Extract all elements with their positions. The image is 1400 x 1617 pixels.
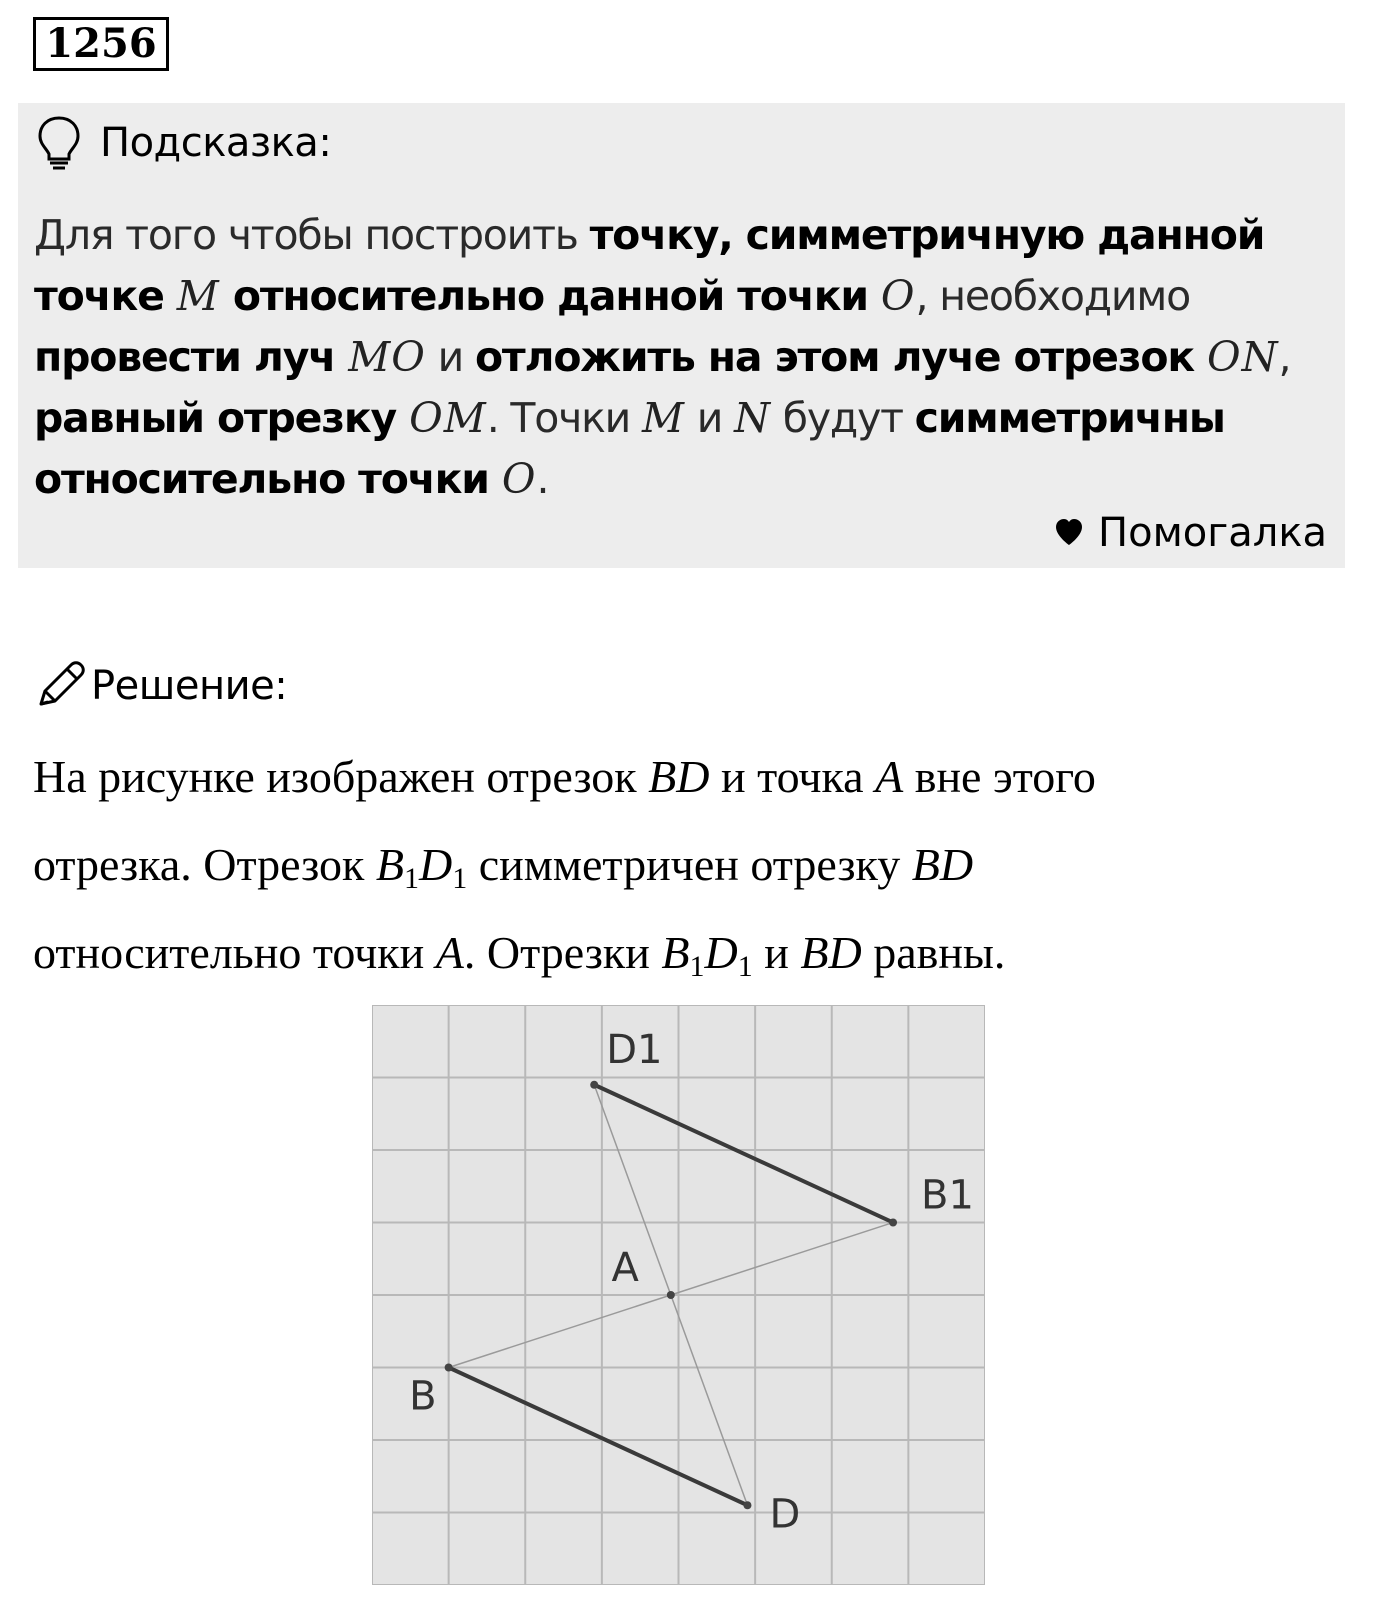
text-run: точке <box>34 272 177 320</box>
point-A <box>667 1291 675 1299</box>
hint-line <box>34 266 1294 327</box>
solution-title: Решение: <box>91 663 288 709</box>
math-symbol: M <box>641 394 685 442</box>
math-symbol: A <box>435 927 464 978</box>
task-number: 1256 <box>33 17 169 71</box>
math-symbol: O <box>501 455 537 503</box>
heart-icon <box>1054 510 1098 556</box>
point-label-D1: D1 <box>606 1026 663 1073</box>
hint-line <box>34 388 1294 449</box>
pomogalka-credit <box>1054 510 1327 556</box>
math-symbol: O <box>880 272 916 320</box>
point-label-B: B <box>409 1373 437 1420</box>
math-symbol: D <box>704 927 738 978</box>
text-run: . Отрезки <box>463 927 662 978</box>
math-symbol: A <box>875 751 904 802</box>
math-symbol: BD <box>911 839 974 890</box>
point-D1 <box>590 1081 598 1089</box>
text-run: , необходимо <box>915 272 1190 320</box>
solution-header <box>35 655 287 717</box>
text-run: и <box>752 927 801 978</box>
point-label-A: A <box>611 1245 639 1291</box>
hint-text <box>34 205 1294 510</box>
subscript: 1 <box>737 950 753 983</box>
hint-line <box>34 327 1294 388</box>
text-run: , <box>1278 333 1291 381</box>
solution-line <box>33 909 1283 997</box>
math-symbol: N <box>734 394 771 442</box>
text-run: относительно точки <box>33 927 436 978</box>
solution-line <box>33 821 1283 909</box>
hint-header <box>36 113 331 173</box>
hint-line <box>34 205 1294 266</box>
math-symbol: BD <box>800 927 862 978</box>
subscript: 1 <box>689 950 705 983</box>
solution-text <box>33 733 1283 997</box>
pomogalka-label: Помогалка <box>1098 510 1327 556</box>
text-run: отложить на этом луче отрезок <box>474 333 1208 381</box>
text-run: На рисунке изображен отрезок <box>33 751 649 802</box>
text-run: симметричен отрезку <box>467 839 912 890</box>
point-D <box>743 1501 751 1509</box>
text-run: и точка <box>709 751 876 802</box>
text-run: равный отрезку <box>34 394 410 442</box>
subscript: 1 <box>452 862 468 895</box>
construction-drawing <box>372 1005 985 1585</box>
hint-line <box>34 449 1294 510</box>
text-run: . Точки <box>486 394 642 442</box>
text-run: и <box>425 333 475 381</box>
text-run: отрезка. Отрезок <box>33 839 376 890</box>
math-symbol: ON <box>1207 333 1279 381</box>
math-symbol: M <box>176 272 220 320</box>
point-label-B1: B1 <box>921 1172 974 1219</box>
text-run: и <box>684 394 735 442</box>
math-symbol: B <box>661 927 690 978</box>
construction-figure <box>372 1005 985 1585</box>
text-run: . <box>536 455 549 503</box>
math-symbol: MO <box>348 333 426 381</box>
text-run: относительно данной точки <box>219 272 881 320</box>
math-symbol: B <box>375 839 404 890</box>
point-B <box>445 1364 453 1372</box>
text-run: провести луч <box>34 333 349 381</box>
hint-box <box>18 103 1345 568</box>
subscript: 1 <box>404 862 419 895</box>
text-run: Для того чтобы построить <box>34 211 590 259</box>
math-symbol: BD <box>648 751 710 802</box>
pencil-icon <box>35 658 87 714</box>
text-run: будут <box>770 394 915 442</box>
text-run: относительно точки <box>34 455 502 503</box>
text-run: точку, симметричную данной <box>589 211 1265 259</box>
hint-title: Подсказка: <box>100 120 332 166</box>
text-run: симметричны <box>914 394 1225 442</box>
solution-line <box>33 733 1283 821</box>
point-label-D: D <box>769 1491 801 1538</box>
math-symbol: OM <box>409 394 487 442</box>
text-run: вне этого <box>903 751 1096 802</box>
math-symbol: D <box>419 839 453 890</box>
text-run: равны. <box>861 927 1006 978</box>
lightbulb-icon <box>36 115 82 171</box>
point-B1 <box>889 1219 897 1227</box>
